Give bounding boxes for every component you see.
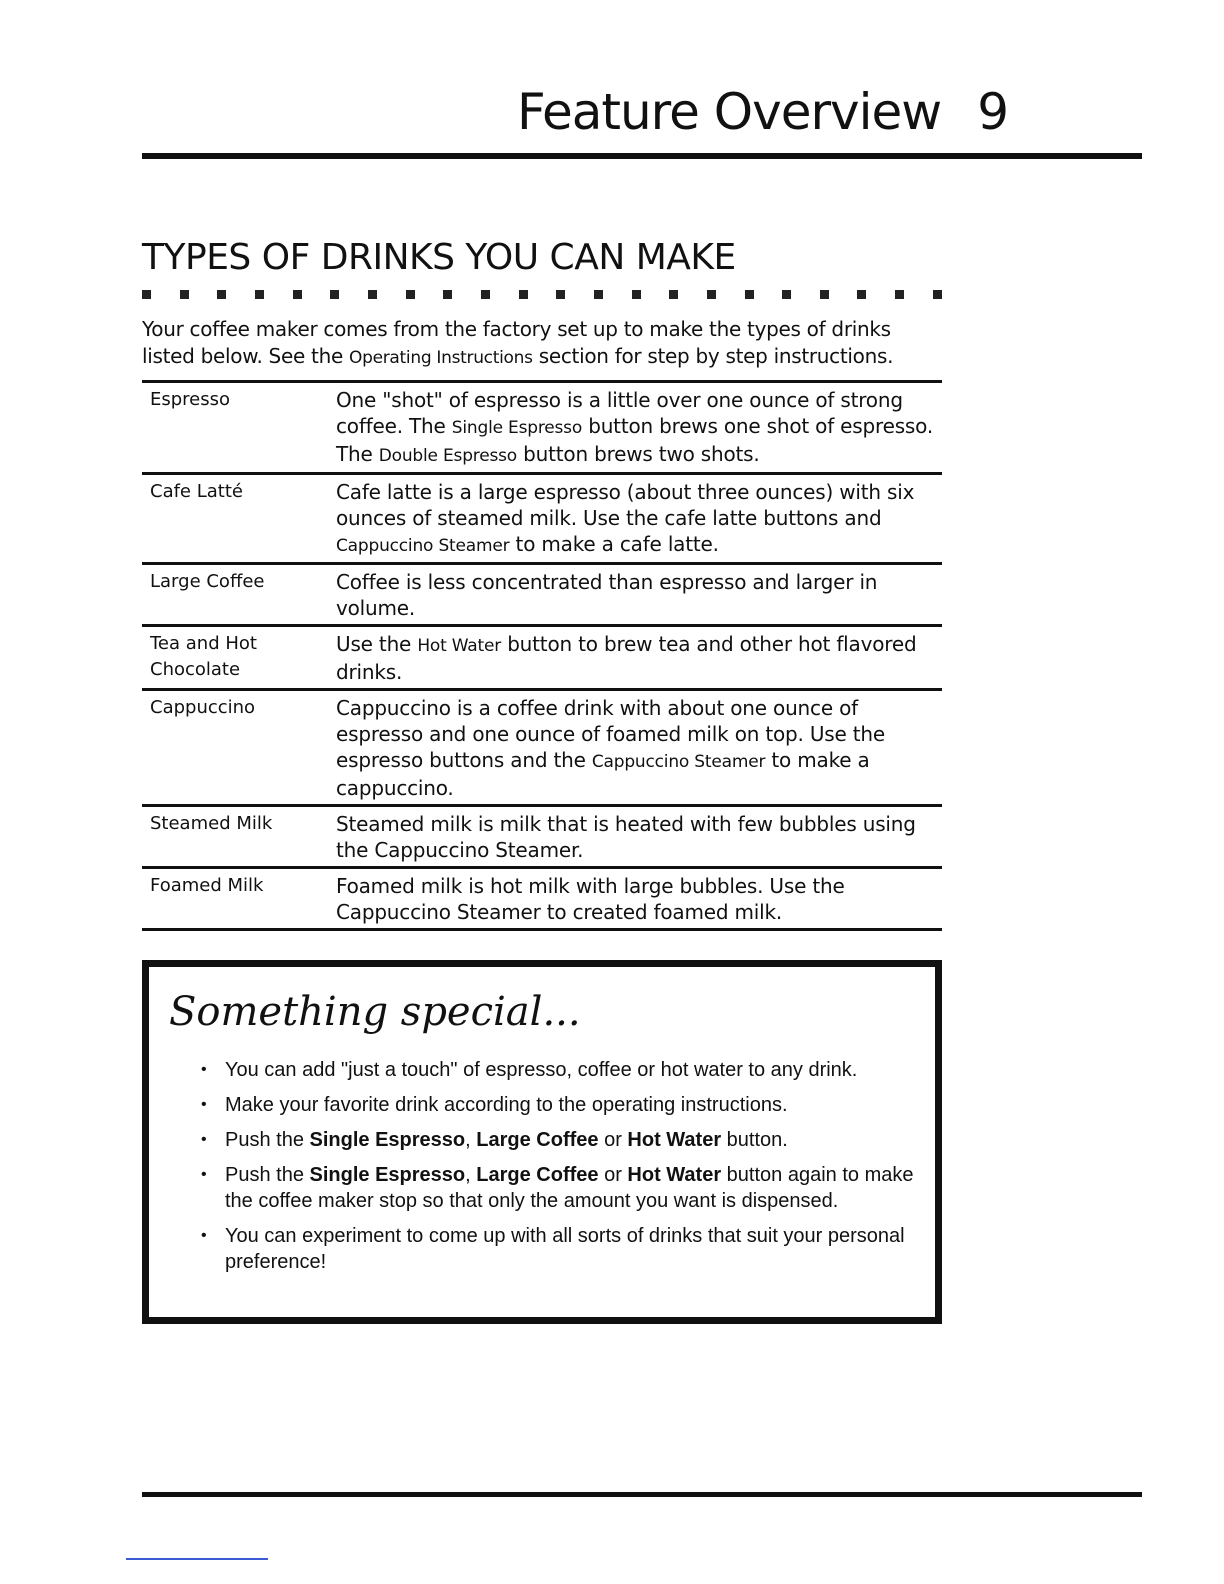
tips-list bbox=[201, 1057, 921, 1284]
divider-dot bbox=[857, 290, 866, 299]
divider-dot bbox=[707, 290, 716, 299]
divider-dot bbox=[293, 290, 302, 299]
drinks-table bbox=[142, 380, 942, 931]
divider-dot bbox=[556, 290, 565, 299]
description-text: to make a cappuccino. bbox=[336, 748, 870, 800]
tip-text: You can add "just a touch" of espresso, coffee or hot water to any drink. bbox=[225, 1059, 858, 1081]
drink-name: Steamed Milk bbox=[142, 806, 336, 868]
drink-name: Cappuccino bbox=[142, 690, 336, 806]
divider-dot bbox=[820, 290, 829, 299]
drink-name: Foamed Milk bbox=[142, 868, 336, 930]
divider-dot bbox=[142, 290, 151, 299]
tip-text: button again to make the coffee maker stop so that only the amount you want is dispensed. bbox=[225, 1164, 914, 1212]
divider-dot bbox=[368, 290, 377, 299]
header-title: Feature Overview bbox=[516, 83, 942, 141]
divider-dot bbox=[255, 290, 264, 299]
drink-description bbox=[336, 382, 942, 474]
tip-text: , bbox=[465, 1129, 477, 1151]
button-name: Hot Water bbox=[627, 1164, 722, 1186]
drink-description bbox=[336, 806, 942, 868]
divider-dot bbox=[632, 290, 641, 299]
drink-name: Espresso bbox=[142, 382, 336, 474]
description-text: button brews one shot of espresso. The bbox=[336, 414, 933, 466]
header-divider bbox=[142, 153, 1142, 159]
description-text: One "shot" of espresso is a little over one ounce of strong coffee. The bbox=[336, 388, 903, 438]
description-text: Steamed milk is milk that is heated with few bubbles using the Cappuccino Steamer. bbox=[336, 812, 916, 862]
drink-description bbox=[336, 690, 942, 806]
tip-text: Push the bbox=[225, 1129, 310, 1151]
button-name: Single Espresso bbox=[309, 1164, 466, 1186]
description-text: Foamed milk is hot milk with large bubbles. Use the Cappuccino Steamer to created foamed milk. bbox=[336, 874, 845, 924]
table-row bbox=[142, 564, 942, 626]
divider-dot bbox=[594, 290, 603, 299]
drink-description bbox=[336, 626, 942, 690]
control-name: Single Espresso bbox=[451, 418, 583, 438]
drink-description bbox=[336, 564, 942, 626]
something-special-box bbox=[142, 960, 942, 1324]
button-name: Large Coffee bbox=[476, 1164, 599, 1186]
divider-dot bbox=[519, 290, 528, 299]
drink-name: Tea and Hot Chocolate bbox=[142, 626, 336, 690]
tip-text: Push the bbox=[225, 1164, 310, 1186]
drink-description bbox=[336, 868, 942, 930]
table-row bbox=[142, 690, 942, 806]
page-number: 9 bbox=[977, 83, 1008, 141]
control-name: Double Espresso bbox=[378, 446, 517, 466]
tip-text: You can experiment to come up with all sorts of drinks that suit your personal preference! bbox=[225, 1225, 905, 1273]
description-text: button brews two shots. bbox=[517, 442, 760, 466]
tip-text: Make your favorite drink according to the operating instructions. bbox=[225, 1094, 788, 1116]
button-name: Hot Water bbox=[627, 1129, 722, 1151]
intro-text: Your coffee maker comes from the factory set up to make the types of drinks listed below. See the bbox=[142, 317, 891, 368]
control-name: Cappuccino Steamer bbox=[336, 536, 510, 556]
divider-dot bbox=[481, 290, 490, 299]
divider-dot bbox=[180, 290, 189, 299]
footer-link-underline bbox=[126, 1558, 268, 1560]
list-item bbox=[201, 1127, 921, 1153]
tip-text: or bbox=[598, 1129, 628, 1151]
divider-dot bbox=[669, 290, 678, 299]
divider-dot bbox=[217, 290, 226, 299]
divider-dot bbox=[933, 290, 942, 299]
table-row bbox=[142, 806, 942, 868]
drink-name: Cafe Latté bbox=[142, 474, 336, 564]
table-row bbox=[142, 868, 942, 930]
description-text: Cappuccino is a coffee drink with about one ounce of espresso and one ounce of foamed milk on top. Use the espresso buttons and the bbox=[336, 696, 885, 772]
drink-description bbox=[336, 474, 942, 564]
button-name: Single Espresso bbox=[309, 1129, 466, 1151]
divider-dot bbox=[745, 290, 754, 299]
button-name: Large Coffee bbox=[476, 1129, 599, 1151]
footer-divider bbox=[142, 1492, 1142, 1497]
divider-dot bbox=[895, 290, 904, 299]
divider-dot bbox=[443, 290, 452, 299]
description-text: button to brew tea and other hot flavored drinks. bbox=[336, 632, 917, 684]
divider-dot bbox=[782, 290, 791, 299]
intro-paragraph bbox=[142, 316, 942, 372]
something-special-title: Something special... bbox=[169, 989, 581, 1035]
control-name: Cappuccino Steamer bbox=[591, 752, 766, 772]
intro-reference: Operating Instructions bbox=[349, 348, 533, 368]
description-text: Use the bbox=[336, 632, 418, 656]
list-item bbox=[201, 1162, 921, 1214]
tip-text: or bbox=[598, 1164, 628, 1186]
divider-dot bbox=[406, 290, 415, 299]
list-item bbox=[201, 1092, 921, 1118]
section-title: TYPES OF DRINKS YOU CAN MAKE bbox=[142, 237, 736, 278]
list-item bbox=[201, 1223, 921, 1275]
drink-name: Large Coffee bbox=[142, 564, 336, 626]
page-header bbox=[517, 80, 1008, 144]
description-text: to make a cafe latte. bbox=[509, 532, 719, 556]
table-row bbox=[142, 626, 942, 690]
tip-text: , bbox=[465, 1164, 477, 1186]
dotted-divider bbox=[142, 290, 942, 302]
list-item bbox=[201, 1057, 921, 1083]
table-row bbox=[142, 474, 942, 564]
control-name: Hot Water bbox=[417, 636, 502, 656]
tip-text: button. bbox=[721, 1129, 788, 1151]
description-text: Coffee is less concentrated than espresso and larger in volume. bbox=[336, 570, 878, 620]
intro-text-end: section for step by step instructions. bbox=[532, 344, 894, 368]
table-row bbox=[142, 382, 942, 474]
description-text: Cafe latte is a large espresso (about three ounces) with six ounces of steamed milk. Use the cafe latte buttons and bbox=[336, 480, 915, 530]
divider-dot bbox=[330, 290, 339, 299]
